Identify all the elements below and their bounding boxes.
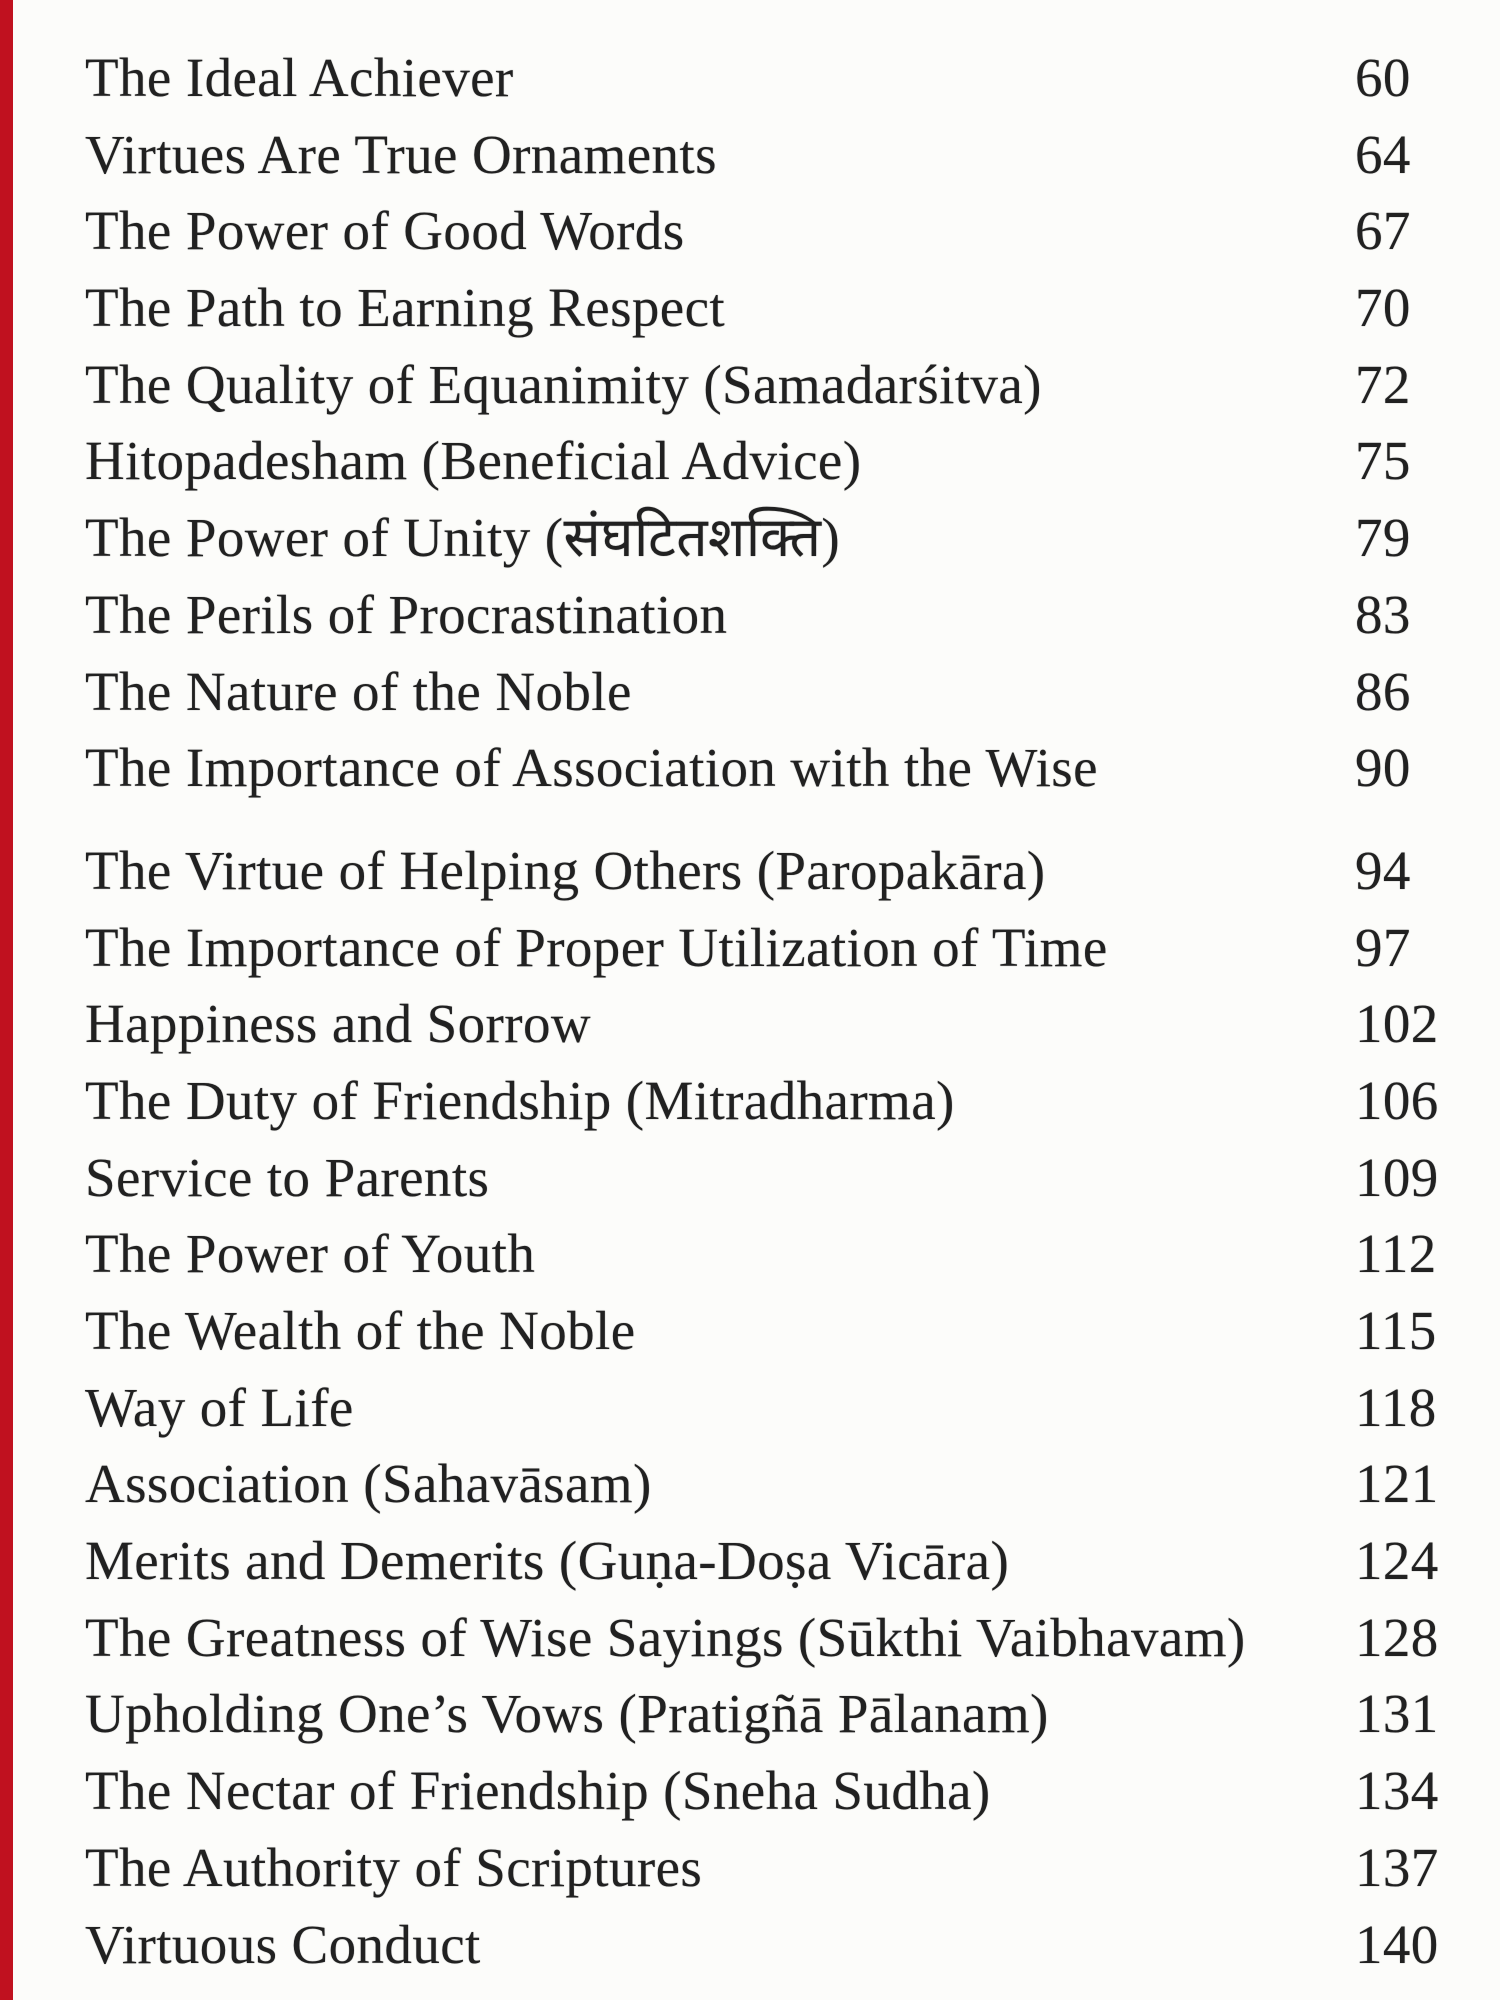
toc-entry bbox=[85, 1063, 1500, 1140]
toc-entry-page-number: 134 bbox=[1355, 1760, 1439, 1822]
toc-entry-page-number: 75 bbox=[1355, 430, 1411, 492]
toc-entry-title: The Nectar of Friendship (Sneha Sudha) bbox=[85, 1760, 991, 1822]
toc-entry-page-number: 118 bbox=[1355, 1376, 1437, 1438]
toc-entry-title: The Duty of Friendship (Mitradharma) bbox=[85, 1069, 955, 1131]
toc-entry bbox=[85, 1140, 1500, 1217]
toc-entry bbox=[85, 1907, 1500, 1984]
toc-entry bbox=[85, 730, 1500, 807]
toc-entry-page-number: 64 bbox=[1355, 123, 1411, 185]
toc-entry-title: Way of Life bbox=[85, 1376, 354, 1438]
toc-entry-title: The Wealth of the Noble bbox=[85, 1300, 636, 1361]
toc-entry-title: The Perils of Procrastination bbox=[85, 583, 728, 645]
toc-entry bbox=[85, 193, 1500, 270]
toc-entry bbox=[85, 347, 1500, 424]
toc-entry-title: Upholding One’s Vows (Pratigñā Pālanam) bbox=[85, 1683, 1049, 1745]
toc-entry-page-number: 94 bbox=[1355, 839, 1411, 901]
toc-entry-title: Virtues Are True Ornaments bbox=[85, 123, 717, 185]
table-of-contents bbox=[85, 40, 1500, 1983]
scan-edge-red-strip bbox=[0, 0, 13, 2000]
toc-entry-page-number: 131 bbox=[1355, 1683, 1439, 1745]
toc-entry-page-number: 70 bbox=[1355, 277, 1411, 339]
toc-entry-title: Hitopadesham (Beneficial Advice) bbox=[85, 430, 862, 492]
toc-entry-title: The Quality of Equanimity (Samadarśitva) bbox=[85, 353, 1042, 415]
toc-entry-page-number: 115 bbox=[1355, 1300, 1437, 1361]
toc-entry bbox=[85, 1753, 1500, 1830]
toc-entry-title: The Path to Earning Respect bbox=[85, 277, 726, 339]
toc-entry-title: The Power of Good Words bbox=[85, 200, 685, 262]
toc-entry bbox=[85, 1600, 1500, 1677]
toc-entry bbox=[85, 1676, 1500, 1753]
toc-entry-title: The Nature of the Noble bbox=[85, 660, 632, 722]
toc-entry bbox=[85, 1523, 1500, 1600]
toc-entry-page-number: 97 bbox=[1355, 916, 1411, 978]
toc-group-1 bbox=[85, 40, 1500, 807]
toc-entry-title: The Power of Youth bbox=[85, 1223, 536, 1285]
toc-entry-page-number: 112 bbox=[1355, 1223, 1437, 1285]
toc-entry-page-number: 67 bbox=[1355, 200, 1411, 262]
toc-entry bbox=[85, 1216, 1500, 1293]
toc-entry-page-number: 121 bbox=[1355, 1453, 1439, 1515]
toc-entry-title: The Greatness of Wise Sayings (Sūkthi Vaibhavam) bbox=[85, 1606, 1246, 1668]
toc-entry bbox=[85, 423, 1500, 500]
toc-entry-title: Virtuous Conduct bbox=[85, 1913, 481, 1975]
toc-entry bbox=[85, 654, 1500, 731]
toc-entry-title: Merits and Demerits (Guṇa-Doṣa Vicāra) bbox=[85, 1530, 1010, 1592]
toc-entry-title: The Ideal Achiever bbox=[85, 47, 514, 108]
toc-entry-page-number: 106 bbox=[1355, 1069, 1439, 1131]
toc-entry-title: The Authority of Scriptures bbox=[85, 1836, 703, 1898]
toc-entry-page-number: 86 bbox=[1355, 660, 1411, 722]
toc-entry bbox=[85, 1830, 1500, 1907]
toc-entry-page-number: 124 bbox=[1355, 1530, 1439, 1592]
toc-entry-page-number: 60 bbox=[1355, 47, 1411, 108]
toc-entry-page-number: 79 bbox=[1355, 507, 1411, 569]
toc-entry-title: The Virtue of Helping Others (Paropakāra) bbox=[85, 839, 1046, 901]
toc-entry-title: The Power of Unity (संघटितशक्ति) bbox=[85, 507, 841, 569]
toc-entry-page-number: 72 bbox=[1355, 353, 1411, 415]
toc-entry bbox=[85, 577, 1500, 654]
toc-entry bbox=[85, 1370, 1500, 1447]
toc-entry-page-number: 90 bbox=[1355, 737, 1411, 799]
toc-entry-title: Happiness and Sorrow bbox=[85, 993, 591, 1055]
toc-entry-page-number: 83 bbox=[1355, 583, 1411, 645]
toc-entry-page-number: 140 bbox=[1355, 1913, 1439, 1975]
toc-group-2 bbox=[85, 833, 1500, 1983]
toc-entry bbox=[85, 270, 1500, 347]
toc-entry bbox=[85, 40, 1500, 117]
toc-entry bbox=[85, 833, 1500, 910]
toc-entry-page-number: 102 bbox=[1355, 993, 1439, 1055]
toc-entry bbox=[85, 986, 1500, 1063]
toc-entry-page-number: 109 bbox=[1355, 1146, 1439, 1208]
toc-entry bbox=[85, 910, 1500, 987]
toc-entry bbox=[85, 1446, 1500, 1523]
toc-entry-title: The Importance of Association with the Wise bbox=[85, 737, 1098, 799]
toc-entry-title: Service to Parents bbox=[85, 1146, 490, 1208]
toc-entry-title: The Importance of Proper Utilization of Time bbox=[85, 916, 1108, 978]
toc-entry bbox=[85, 117, 1500, 194]
toc-entry-title: Association (Sahavāsam) bbox=[85, 1453, 652, 1515]
toc-entry-page-number: 137 bbox=[1355, 1836, 1439, 1898]
toc-entry bbox=[85, 1293, 1500, 1370]
toc-entry-page-number: 128 bbox=[1355, 1606, 1439, 1668]
toc-entry bbox=[85, 500, 1500, 577]
